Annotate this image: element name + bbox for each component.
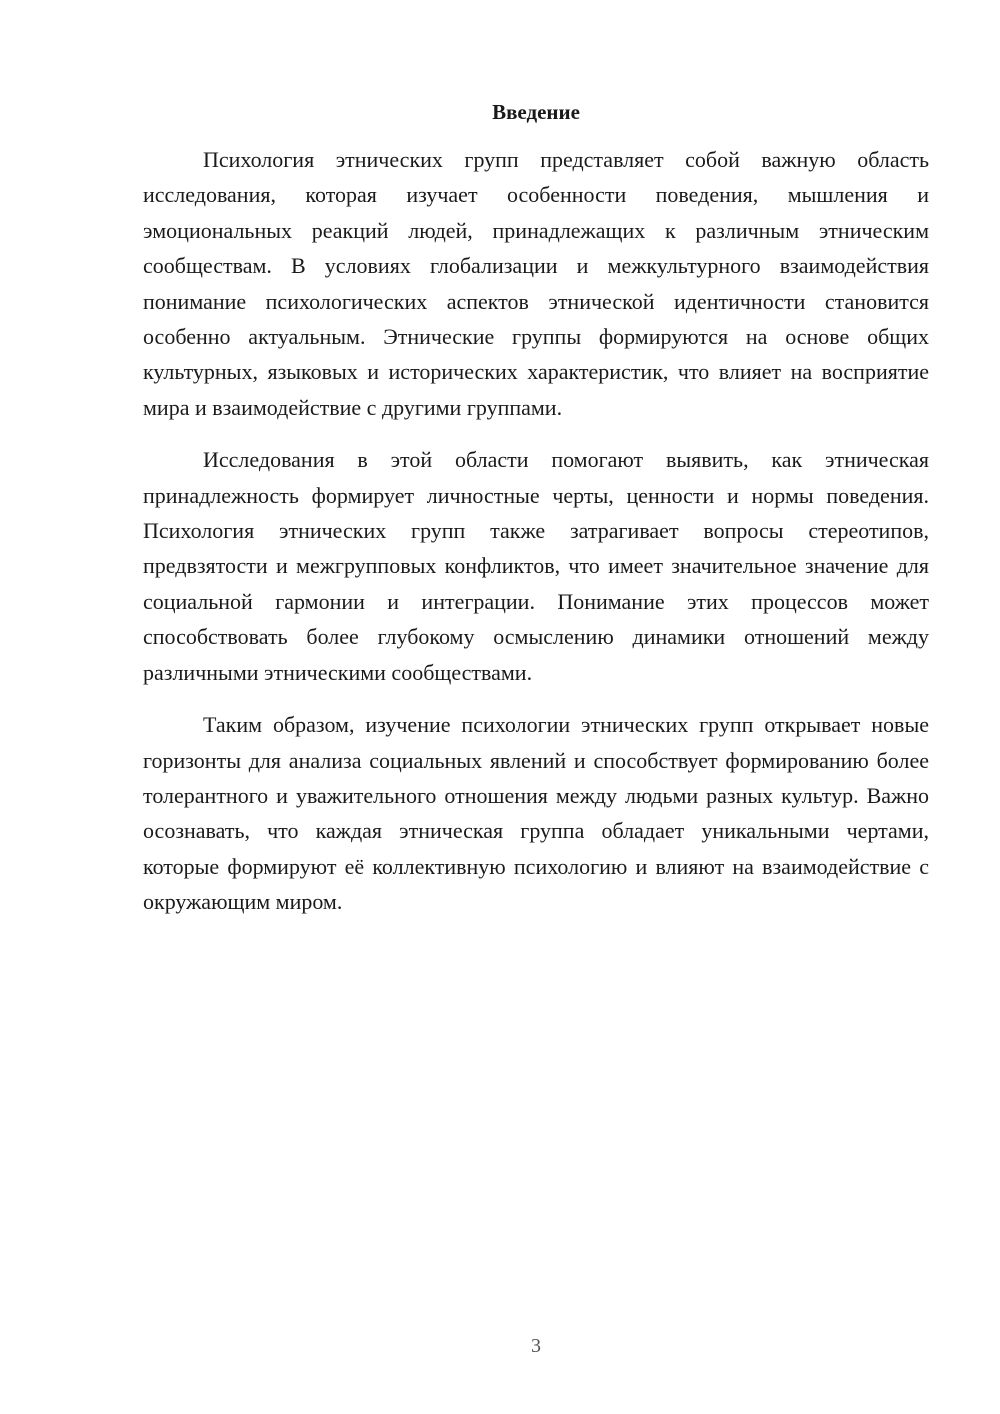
paragraph-2: Исследования в этой области помогают выявить, как этническая принадлежность формирует личностные черты, ценности и нормы поведения. Психология этнических групп также затрагивает вопросы стереотипов, предвзятости и межгрупповых конфликтов, что имеет значительное значение для социальной гармонии и интеграции. Понимание этих процессов может способствовать более глубокому осмыслению динамики отношений между различными этническими сообществами.	[143, 447, 929, 685]
paragraph-1: Психология этнических групп представляет собой важную область исследования, которая изучает особенности поведения, мышления и эмоциональных реакций людей, принадлежащих к различным этническим сообществам. В условиях глобализации и межкультурного взаимодействия понимание психологических аспектов этнической идентичности становится особенно актуальным. Этнические группы формируются на основе общих культурных, языковых и исторических характеристик, что влияет на восприятие мира и взаимодействие с другими группами.	[143, 147, 929, 420]
body-text	[143, 142, 929, 937]
page-number: 3	[531, 1335, 541, 1357]
paragraph-3: Таким образом, изучение психологии этнических групп открывает новые горизонты для анализа социальных явлений и способствует формированию более толерантного и уважительного отношения между людьми разных культур. Важно осознавать, что каждая этническая группа обладает уникальными чертами, которые формируют её коллективную психологию и влияют на взаимодействие с окружающим миром.	[143, 712, 929, 915]
section-title: Введение	[492, 100, 580, 124]
